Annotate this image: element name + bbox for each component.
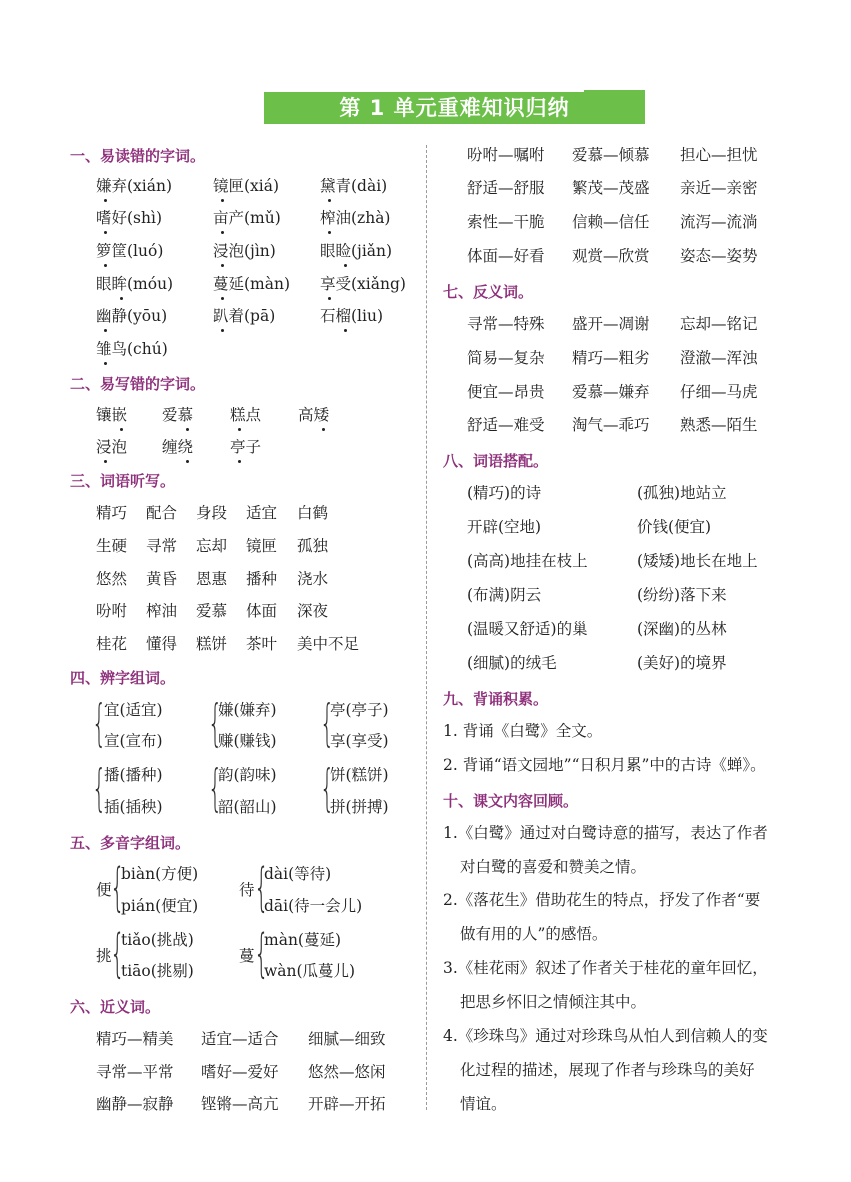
emphasis-dot xyxy=(328,199,331,202)
s1-item: 黛青(dài) xyxy=(320,177,388,195)
s8-item: (布满)阴云 xyxy=(467,586,542,604)
s6-item: 观赏—欣赏 xyxy=(572,247,650,265)
s3-item: 寻常 xyxy=(146,537,178,555)
section-heading-4: 四、辨字组词。 xyxy=(70,669,176,687)
s3-item: 忘却 xyxy=(196,537,228,555)
brace: { xyxy=(92,694,107,752)
emphasis-dot xyxy=(328,231,331,234)
emphasis-dot xyxy=(104,460,107,463)
emphasis-dot xyxy=(221,264,224,267)
s5-item: màn(蔓延) xyxy=(264,931,342,949)
s2-item: 爱慕 xyxy=(162,406,194,424)
s8-item: 价钱(便宜) xyxy=(637,518,712,536)
s1-item: 嗜好(shì) xyxy=(96,209,162,227)
emphasis-dot xyxy=(322,428,325,431)
section-heading-10: 十、课文内容回顾。 xyxy=(443,792,579,810)
brace: { xyxy=(208,759,223,817)
emphasis-dot xyxy=(104,362,107,365)
s3-item: 榨油 xyxy=(146,602,178,620)
s3-item: 适宜 xyxy=(246,504,278,522)
s3-item: 恩惠 xyxy=(196,570,228,588)
s10-line: 2.《落花生》借助花生的特点，抒发了作者“要 xyxy=(443,891,761,909)
s4-item: 饼(糕饼) xyxy=(330,766,389,784)
s10-line: 化过程的描述，展现了作者与珍珠鸟的美好 xyxy=(460,1061,755,1079)
s8-item: 开辟(空地) xyxy=(467,518,542,536)
s5-char: 挑 xyxy=(96,947,112,965)
s3-item: 镜匣 xyxy=(246,537,278,555)
s2-item: 糕点 xyxy=(230,406,262,424)
s10-line: 情谊。 xyxy=(460,1095,507,1113)
s6-item: 姿态—姿势 xyxy=(680,247,758,265)
s6-item: 流泻—流淌 xyxy=(680,213,758,231)
s3-item: 糕饼 xyxy=(196,635,228,653)
s1-item: 箩筐(luó) xyxy=(96,242,164,260)
s3-item: 精巧 xyxy=(96,504,128,522)
s7-item: 忘却—铭记 xyxy=(680,315,758,333)
brace: { xyxy=(320,694,335,752)
s6-item: 铿锵—高亢 xyxy=(201,1095,279,1113)
s8-item: (孤独)地站立 xyxy=(637,484,727,502)
s3-item: 茶叶 xyxy=(246,635,278,653)
s1-item: 榨油(zhà) xyxy=(320,209,391,227)
s1-item: 雏鸟(chú) xyxy=(96,340,168,358)
s8-item: (纷纷)落下来 xyxy=(637,586,727,604)
s3-item: 浇水 xyxy=(297,570,329,588)
s10-line: 1.《白鹭》通过对白鹭诗意的描写，表达了作者 xyxy=(443,824,768,842)
emphasis-dot xyxy=(221,199,224,202)
s1-item: 镜匣(xiá) xyxy=(213,177,280,195)
s7-item: 澄澈—浑浊 xyxy=(680,349,758,367)
s9-item: 1. 背诵《白鹭》全文。 xyxy=(443,722,603,740)
s5-item: tiāo(挑剔) xyxy=(121,962,194,980)
s8-item: (细腻)的绒毛 xyxy=(467,654,557,672)
emphasis-dot xyxy=(344,264,347,267)
s1-item: 亩产(mǔ) xyxy=(213,209,281,227)
s7-item: 舒适—难受 xyxy=(467,416,545,434)
s6-item: 适宜—适合 xyxy=(201,1030,279,1048)
s1-item: 石榴(liu) xyxy=(320,307,383,325)
s1-item: 浸泡(jìn) xyxy=(213,242,276,260)
s6-item: 细腻—细致 xyxy=(308,1030,386,1048)
s3-item: 爱慕 xyxy=(196,602,228,620)
s4-item: 嫌(嫌弃) xyxy=(218,701,277,719)
s6-item: 寻常—平常 xyxy=(96,1063,174,1081)
s7-item: 淘气—乖巧 xyxy=(572,416,650,434)
emphasis-dot xyxy=(328,297,331,300)
s3-item: 悠然 xyxy=(96,570,128,588)
s8-item: (精巧)的诗 xyxy=(467,484,542,502)
s5-item: biàn(方便) xyxy=(121,865,199,883)
s7-item: 便宜—昂贵 xyxy=(467,383,545,401)
s8-item: (高高)地挂在枝上 xyxy=(467,552,588,570)
s2-item: 高矮 xyxy=(298,406,330,424)
s6-item: 信赖—信任 xyxy=(572,213,650,231)
s1-item: 眼眸(móu) xyxy=(96,275,174,293)
s3-item: 白鹤 xyxy=(297,504,329,522)
s1-item: 幽静(yōu) xyxy=(96,307,168,325)
s4-item: 宣(宣布) xyxy=(104,732,163,750)
emphasis-dot xyxy=(238,428,241,431)
s4-item: 享(享受) xyxy=(330,732,389,750)
emphasis-dot xyxy=(104,329,107,332)
s1-item: 趴着(pā) xyxy=(213,307,276,325)
emphasis-dot xyxy=(221,329,224,332)
s6-item: 亲近—亲密 xyxy=(680,179,758,197)
s6-item: 精巧—精美 xyxy=(96,1030,174,1048)
emphasis-dot xyxy=(186,428,189,431)
brace: { xyxy=(254,858,269,918)
emphasis-dot xyxy=(186,460,189,463)
s4-item: 宜(适宜) xyxy=(104,701,163,719)
s1-item: 嫌弃(xián) xyxy=(96,177,173,195)
section-heading-9: 九、背诵积累。 xyxy=(443,690,549,708)
s2-item: 浸泡 xyxy=(96,438,128,456)
emphasis-dot xyxy=(104,199,107,202)
s6-item: 悠然—悠闲 xyxy=(308,1063,386,1081)
emphasis-dot xyxy=(344,329,347,332)
brace: { xyxy=(208,694,223,752)
s4-item: 韵(韵味) xyxy=(218,766,277,784)
emphasis-dot xyxy=(120,297,123,300)
section-heading-3: 三、词语听写。 xyxy=(70,472,176,490)
emphasis-dot xyxy=(104,231,107,234)
s6-item: 索性—干脆 xyxy=(467,213,545,231)
s4-item: 播(播种) xyxy=(104,766,163,784)
s3-item: 体面 xyxy=(246,602,278,620)
s1-item: 眼睑(jiǎn) xyxy=(320,242,393,260)
emphasis-dot xyxy=(104,264,107,267)
s7-item: 精巧—粗劣 xyxy=(572,349,650,367)
s4-item: 亭(亭子) xyxy=(330,701,389,719)
s2-item: 缠绕 xyxy=(162,438,194,456)
s6-item: 担心—担忧 xyxy=(680,146,758,164)
s5-char: 待 xyxy=(239,881,255,899)
s5-item: dài(等待) xyxy=(264,865,332,883)
section-heading-7: 七、反义词。 xyxy=(443,283,534,301)
s7-item: 仔细—马虎 xyxy=(680,383,758,401)
s8-item: (美好)的境界 xyxy=(637,654,727,672)
s9-item: 2. 背诵“语文园地”“日积月累”中的古诗《蝉》。 xyxy=(443,756,766,774)
emphasis-dot xyxy=(221,231,224,234)
s6-item: 嗜好—爱好 xyxy=(201,1063,279,1081)
section-heading-5: 五、多音字组词。 xyxy=(70,834,191,852)
section-heading-2: 二、易写错的字词。 xyxy=(70,375,206,393)
s10-line: 对白鹭的喜爱和赞美之情。 xyxy=(460,858,647,876)
s3-item: 生硬 xyxy=(96,537,128,555)
section-heading-6: 六、近义词。 xyxy=(70,998,161,1016)
s6-item: 繁茂—茂盛 xyxy=(572,179,650,197)
s6-item: 开辟—开拓 xyxy=(308,1095,386,1113)
s5-item: tiǎo(挑战) xyxy=(121,931,194,949)
s10-line: 4.《珍珠鸟》通过对珍珠鸟从怕人到信赖人的变 xyxy=(443,1027,768,1045)
emphasis-dot xyxy=(221,297,224,300)
s5-char: 蔓 xyxy=(239,947,255,965)
section-heading-1: 一、易读错的字词。 xyxy=(70,147,206,165)
brace: { xyxy=(320,759,335,817)
s2-item: 亭子 xyxy=(230,438,262,456)
s3-item: 配合 xyxy=(146,504,178,522)
s7-item: 熟悉—陌生 xyxy=(680,416,758,434)
brace: { xyxy=(254,924,269,984)
s7-item: 盛开—凋谢 xyxy=(572,315,650,333)
s7-item: 寻常—特殊 xyxy=(467,315,545,333)
s1-item: 享受(xiǎng) xyxy=(320,275,406,293)
s6-item: 爱慕—倾慕 xyxy=(572,146,650,164)
s10-line: 做有用的人”的感悟。 xyxy=(460,925,608,943)
s3-item: 美中不足 xyxy=(297,635,360,653)
s6-item: 吩咐—嘱咐 xyxy=(467,146,545,164)
s5-item: pián(便宜) xyxy=(121,897,199,915)
s4-item: 赚(赚钱) xyxy=(218,732,277,750)
brace: { xyxy=(92,759,107,817)
brace: { xyxy=(110,924,125,984)
s3-item: 孤独 xyxy=(297,537,329,555)
s2-item: 镶嵌 xyxy=(96,406,128,424)
section-heading-8: 八、词语搭配。 xyxy=(443,452,549,470)
emphasis-dot xyxy=(120,428,123,431)
s3-item: 吩咐 xyxy=(96,602,128,620)
brace: { xyxy=(110,858,125,918)
s5-item: wàn(瓜蔓儿) xyxy=(264,962,356,980)
s6-item: 体面—好看 xyxy=(467,247,545,265)
s4-item: 韶(韶山) xyxy=(218,798,277,816)
page-title: 第 1 单元重难知识归纳 xyxy=(339,96,570,120)
s1-item: 蔓延(màn) xyxy=(213,275,291,293)
s6-item: 舒适—舒服 xyxy=(467,179,545,197)
s5-char: 便 xyxy=(96,881,112,899)
s3-item: 黄昏 xyxy=(146,570,178,588)
s6-item: 幽静—寂静 xyxy=(96,1095,174,1113)
s10-line: 把思乡怀旧之情倾注其中。 xyxy=(460,993,647,1011)
s3-item: 懂得 xyxy=(146,635,178,653)
s4-item: 拼(拼搏) xyxy=(330,798,389,816)
s7-item: 爱慕—嫌弃 xyxy=(572,383,650,401)
s7-item: 简易—复杂 xyxy=(467,349,545,367)
s4-item: 插(插秧) xyxy=(104,798,163,816)
s8-item: (温暖又舒适)的巢 xyxy=(467,620,588,638)
s8-item: (深幽)的丛林 xyxy=(637,620,727,638)
column-divider xyxy=(426,145,427,1110)
s3-item: 播种 xyxy=(246,570,278,588)
s10-line: 3.《桂花雨》叙述了作者关于桂花的童年回忆， xyxy=(443,959,768,977)
s5-item: dāi(待一会儿) xyxy=(264,897,363,915)
s8-item: (矮矮)地长在地上 xyxy=(637,552,758,570)
s3-item: 深夜 xyxy=(297,602,329,620)
s3-item: 桂花 xyxy=(96,635,128,653)
emphasis-dot xyxy=(238,460,241,463)
s3-item: 身段 xyxy=(196,504,228,522)
